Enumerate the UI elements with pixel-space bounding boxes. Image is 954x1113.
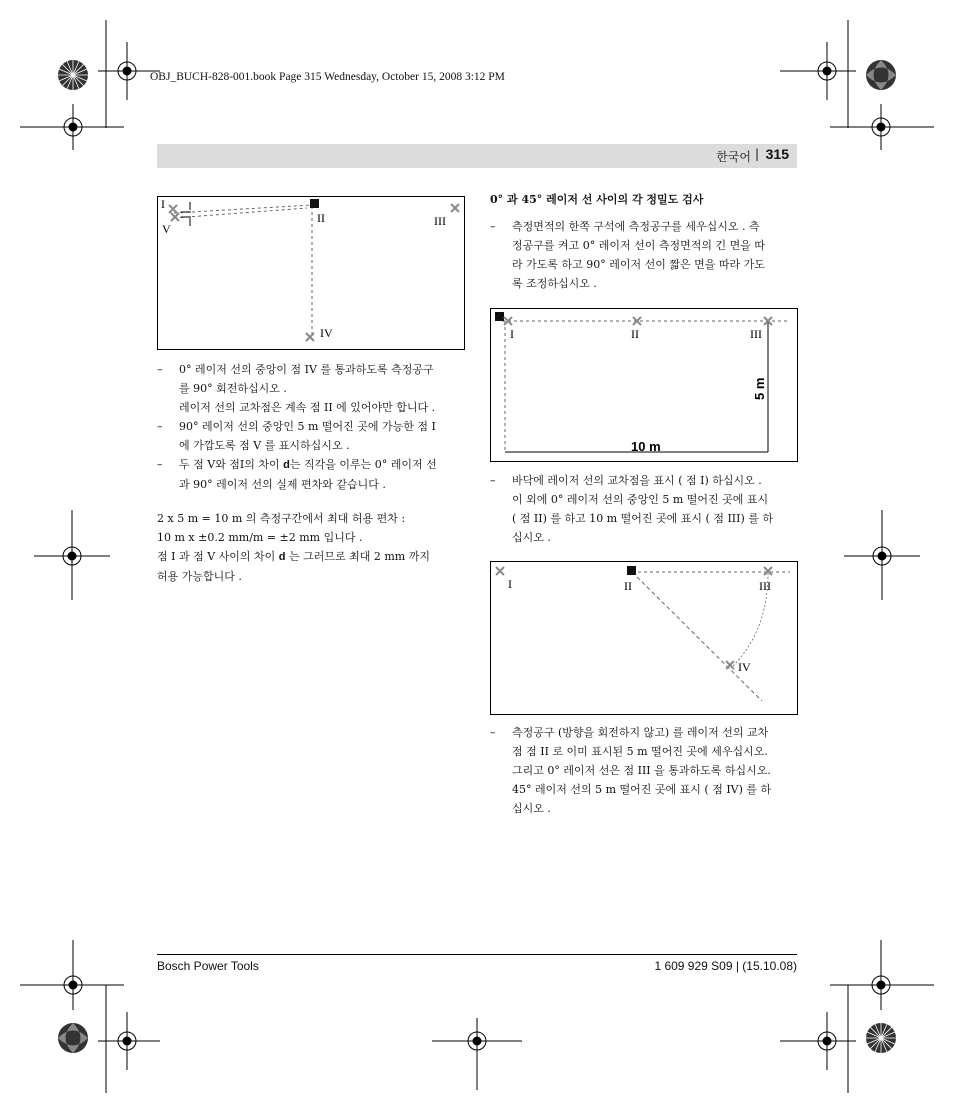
label-point-iii: III [750,327,762,341]
label-point-ii: II [317,211,325,225]
bullet-dash: – [157,420,163,433]
section-title: 0° 과 45° 레이저 선 사이의 각 정밀도 검사 [490,193,704,206]
text-fragment: 는 그러므로 최대 2 mm 까지 [285,550,430,563]
bullet-setup [490,217,798,293]
text-line: 0° 레이저 선의 중앙이 점 IV 를 통과하도록 측정공구 [179,363,434,376]
label-point-ii: II [631,327,639,341]
text-line: 레이저 선의 교차점은 계속 점 II 에 있어야만 합니다 . [179,401,436,414]
label-height: 5 m [752,377,767,400]
label-point-i: I [510,327,514,341]
label-point-iii: III [434,214,446,228]
laser-tool-mark [627,566,636,575]
text-line: 정공구를 켜고 0° 레이저 선이 측정면적의 긴 면을 따 [512,239,765,252]
laser-tool-mark [495,312,504,321]
figure-measuring-area [490,308,798,462]
page-header [157,144,797,168]
label-point-i: I [508,577,512,591]
variable-d: d [278,551,286,563]
instruction-mark-points [490,471,798,547]
distance-d-bracket [181,202,191,226]
text-line: 그리고 0° 레이저 선은 점 III 을 통과하도록 하십시오. [512,764,771,777]
text-line: 2 x 5 m = 10 m 의 측정구간에서 최대 허용 편차 : [157,512,406,525]
bullet-dash: – [490,220,496,233]
point-marks [169,204,459,341]
bullet-dash: – [157,458,163,471]
instruction-setup [490,217,798,293]
figure-45-degree-check [490,561,798,715]
footer-brand: Bosch Power Tools [157,959,259,973]
label-point-iv: IV [320,326,333,340]
bullet-mark-points [490,471,798,547]
text-line: 측정면적의 한쪽 구석에 측정공구를 세우십시오 . 측 [512,220,760,233]
instruction-45-degree [490,723,798,818]
variable-d: d [283,459,290,471]
text-line: 록 조정하십시오 . [512,277,597,290]
text-line: 십시오 . [512,531,551,544]
text-line: 바닥에 레이저 선의 교차점을 표시 ( 점 I) 하십시오 . [512,474,762,487]
label-point-iii: III [759,579,771,593]
text-line: 라 가도록 하고 90° 레이저 선이 짧은 면을 따라 가도 [512,258,765,271]
footer-doc-number: 1 609 929 S09 | (15.10.08) [654,959,797,973]
text-line: 이 외에 0° 레이저 선의 중앙인 5 m 떨어진 곳에 표시 [512,493,769,506]
text-line: 허용 가능합니다 . [157,570,242,583]
label-point-i: I [161,197,165,211]
text-fragment: 점 I 과 점 V 사이의 차이 [157,550,279,563]
figure-deviation-check [157,196,465,350]
label-point-v: V [162,222,171,236]
page-number: 315 [765,146,789,162]
text-line: 에 가깝도록 점 V 를 표시하십시오 . [179,439,350,452]
text-line: 점 점 II 로 이미 표시된 5 m 떨어진 곳에 세우십시오. [512,745,768,758]
left-instructions [157,360,467,494]
text-line: 45° 레이저 선의 5 m 떨어진 곳에 표시 ( 점 IV) 를 하 [512,783,772,796]
label-width: 10 m [631,439,661,454]
label-point-iv: IV [738,660,751,674]
text-line: ( 점 II) 를 하고 10 m 떨어진 곳에 표시 ( 점 III) 를 하 [512,512,774,525]
text-fragment: 두 점 V와 점I의 차이 [179,458,284,471]
bullet-rotate [157,360,467,417]
text-line: 를 90° 회전하십시오 . [179,382,287,395]
header-separator: | [754,147,759,161]
print-metadata: OBJ_BUCH-828-001.book Page 315 Wednesday, October 15, 2008 3:12 PM [150,71,505,83]
text-line: 90° 레이저 선의 중앙인 5 m 떨어진 곳에 가능한 점 I [179,420,436,433]
text-fragment: 는 직각을 이루는 0° 레이저 선 [289,458,437,471]
label-point-ii: II [624,579,632,593]
bullet-mark-v [157,417,467,455]
text-line: 십시오 . [512,802,551,815]
bullet-dash: – [490,474,496,487]
footer-rule [157,954,797,955]
bullet-dash: – [157,363,163,376]
bullet-difference [157,455,467,494]
header-language: 한국어 [716,150,751,164]
text-line: 과 90° 레이저 선의 실제 편차와 같습니다 . [179,478,386,491]
text-line: 측정공구 (방향을 회전하지 않고) 를 레이저 선의 교차 [512,726,769,739]
tolerance-paragraph [157,509,467,586]
bullet-dash: – [490,726,496,739]
laser-tool-mark [310,199,319,208]
bullet-45-degree [490,723,798,818]
text-line [179,455,467,475]
text-line [157,547,467,567]
text-line: 10 m x ±0.2 mm/m = ±2 mm 입니다 . [157,531,363,544]
